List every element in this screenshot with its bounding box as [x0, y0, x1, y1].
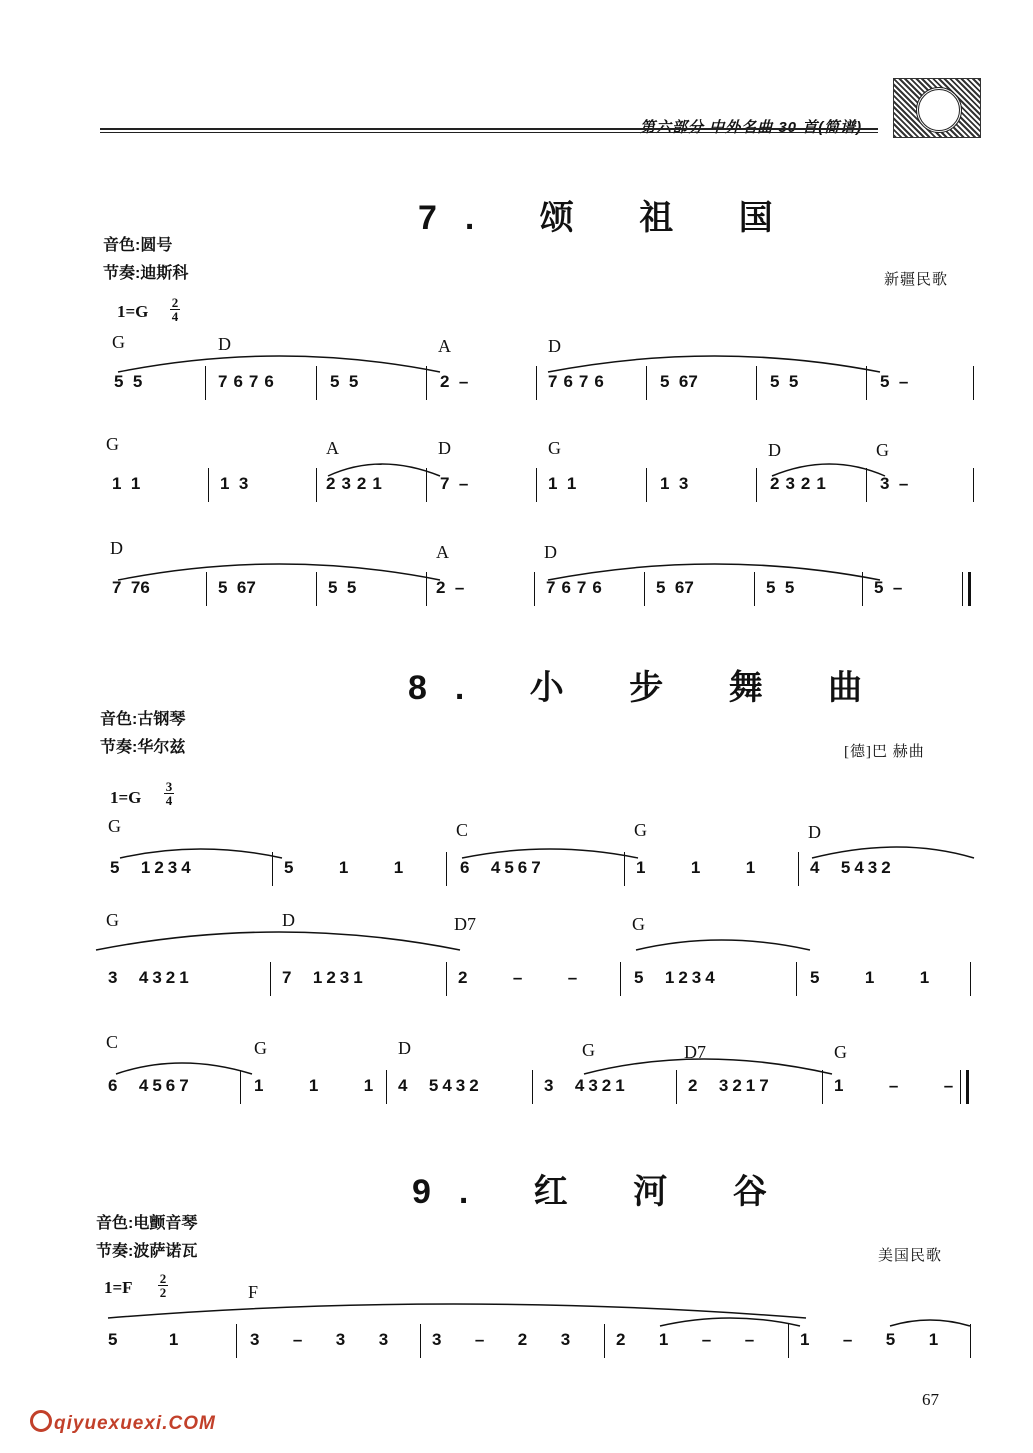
watermark-logo-icon — [30, 1410, 52, 1432]
measure-notes: 5 – — [874, 578, 903, 597]
time-top: 3 — [165, 779, 173, 794]
time-signature — [170, 296, 180, 323]
measure-notes: 3 – 3 3 — [250, 1330, 397, 1349]
measure-notes: 7676 — [546, 578, 608, 597]
bar-line — [206, 572, 207, 606]
measure-notes: 2 – — [440, 372, 469, 391]
bar-line — [624, 852, 625, 886]
measure-notes: 5 1 1 — [810, 968, 942, 987]
bar-line — [236, 1324, 237, 1358]
section-header: 第六部分 中外名曲 30 首(简谱) — [640, 119, 863, 136]
measure-notes: 2321 — [326, 474, 388, 493]
bar-line — [426, 468, 427, 502]
measure-notes: 5 5 — [770, 372, 799, 391]
song-title: 7. 颂 祖 国 — [418, 199, 801, 237]
measure-notes: 5 5 — [766, 578, 795, 597]
chord-symbol: D — [110, 538, 123, 558]
song-title: 9. 红 河 谷 — [412, 1173, 795, 1211]
measure-notes: 7 76 — [112, 578, 150, 597]
measure-notes: 2 – — [436, 578, 465, 597]
bar-line — [446, 962, 447, 996]
staff-line — [0, 814, 1033, 904]
final-bar-line — [960, 1070, 961, 1104]
bar-line — [788, 1324, 789, 1358]
chord-symbol: D7 — [684, 1042, 706, 1062]
measure-notes: 7 – — [440, 474, 469, 493]
bar-line — [646, 366, 647, 400]
chord-symbol: D — [544, 542, 557, 562]
measure-notes: 5 67 — [218, 578, 256, 597]
measure-notes: 5 1 — [108, 1330, 193, 1349]
bar-line — [532, 1070, 533, 1104]
bar-line — [420, 1324, 421, 1358]
header-rule — [100, 128, 878, 130]
bar-line — [644, 572, 645, 606]
measure-notes: 7676 — [218, 372, 280, 391]
bar-line — [756, 366, 757, 400]
chord-symbol: C — [106, 1032, 119, 1052]
measure-notes: 5 5 — [114, 372, 143, 391]
measure-notes: 6 4567 — [108, 1076, 193, 1095]
final-bar-thick — [966, 1070, 969, 1104]
chord-symbol: G — [106, 434, 119, 454]
bar-line — [973, 366, 974, 400]
chord-symbol: A — [438, 336, 451, 356]
song-credit: 美国民歌 — [878, 1248, 943, 1264]
key-signature: 1=G — [110, 788, 142, 807]
song-rhythm: 节奏:迪斯科 — [103, 265, 189, 282]
header-rule-thin — [100, 132, 878, 133]
chord-symbol: D — [282, 910, 295, 930]
bar-line — [973, 468, 974, 502]
chord-symbol: C — [456, 820, 469, 840]
measure-notes: 5 1 1 — [284, 858, 416, 877]
chord-symbol: D — [768, 440, 781, 460]
bar-line — [270, 962, 271, 996]
key-signature: 1=F — [104, 1278, 133, 1297]
measure-notes: 1 1 1 — [254, 1076, 386, 1095]
measure-notes: 2321 — [770, 474, 832, 493]
page-number: 67 — [922, 1390, 939, 1409]
chord-symbol: D — [438, 438, 451, 458]
chord-symbol: D7 — [454, 914, 476, 934]
time-bottom: 2 — [159, 1285, 167, 1300]
bar-line — [646, 468, 647, 502]
bar-line — [798, 852, 799, 886]
bar-line — [970, 962, 971, 996]
staff-line — [0, 906, 1033, 996]
song-timbre: 音色:古钢琴 — [100, 711, 186, 728]
song-rhythm: 节奏:华尔兹 — [100, 739, 186, 756]
chord-symbol: D — [398, 1038, 411, 1058]
chord-symbol: A — [326, 438, 339, 458]
bar-line — [534, 572, 535, 606]
bar-line — [796, 962, 797, 996]
key-signature: 1=G — [117, 302, 149, 321]
song-timbre: 音色:圆号 — [103, 237, 173, 254]
bar-line — [205, 366, 206, 400]
time-bottom: 4 — [165, 793, 173, 808]
chord-symbol: F — [248, 1282, 259, 1302]
watermark — [30, 1410, 216, 1435]
bar-line — [756, 468, 757, 502]
bar-line — [970, 1324, 971, 1358]
measure-notes: 5 5 — [330, 372, 359, 391]
header-ornament-icon — [893, 78, 981, 138]
bar-line — [866, 468, 867, 502]
final-bar-thick — [968, 572, 971, 606]
song-rhythm: 节奏:波萨诺瓦 — [96, 1243, 198, 1260]
chord-symbol: A — [436, 542, 449, 562]
bar-line — [426, 572, 427, 606]
bar-line — [822, 1070, 823, 1104]
bar-line — [536, 468, 537, 502]
measure-notes: 7676 — [548, 372, 610, 391]
measure-notes: 7 1231 — [282, 968, 367, 987]
staff-line — [0, 1030, 1033, 1120]
staff-line — [0, 1280, 1033, 1370]
bar-line — [272, 852, 273, 886]
bar-line — [316, 468, 317, 502]
measure-notes: 6 4567 — [460, 858, 545, 877]
bar-line — [316, 366, 317, 400]
bar-line — [866, 366, 867, 400]
chord-symbol: G — [632, 914, 645, 934]
chord-symbol: G — [876, 440, 889, 460]
chord-symbol: G — [834, 1042, 847, 1062]
measure-notes: 1 – – — [834, 1076, 966, 1095]
slur-arcs — [0, 1280, 1033, 1370]
time-signature — [164, 780, 174, 807]
bar-line — [754, 572, 755, 606]
bar-line — [536, 366, 537, 400]
song-timbre: 音色:电颤音琴 — [96, 1215, 198, 1232]
staff-line — [0, 432, 1033, 522]
measure-notes: 3 – — [880, 474, 909, 493]
measure-notes: 4 5432 — [398, 1076, 483, 1095]
measure-notes: 5 – — [880, 372, 909, 391]
measure-notes: 5 1234 — [110, 858, 195, 877]
measure-notes: 1 1 1 — [636, 858, 768, 877]
song-credit: 新疆民歌 — [884, 272, 949, 288]
staff-line — [0, 330, 1033, 420]
watermark-text: qiyuexuexi.COM — [54, 1413, 216, 1434]
chord-symbol: G — [106, 910, 119, 930]
bar-line — [620, 962, 621, 996]
measure-notes: 2 1 – – — [616, 1330, 763, 1349]
chord-symbol: D — [548, 336, 561, 356]
measure-notes: 5 5 — [328, 578, 357, 597]
measure-notes: 3 – 2 3 — [432, 1330, 579, 1349]
chord-symbol: G — [254, 1038, 267, 1058]
chord-symbol: G — [108, 816, 121, 836]
measure-notes: 3 4321 — [544, 1076, 629, 1095]
measure-notes: 1 3 — [660, 474, 689, 493]
bar-line — [426, 366, 427, 400]
time-bottom: 4 — [171, 309, 179, 324]
bar-line — [604, 1324, 605, 1358]
measure-notes: 1 1 — [112, 474, 141, 493]
time-top: 2 — [159, 1271, 167, 1286]
bar-line — [676, 1070, 677, 1104]
measure-notes: 2 3217 — [688, 1076, 773, 1095]
time-top: 2 — [171, 295, 179, 310]
chord-symbol: G — [634, 820, 647, 840]
chord-symbol: D — [218, 334, 231, 354]
measure-notes: 5 1234 — [634, 968, 719, 987]
bar-line — [316, 572, 317, 606]
song-title: 8. 小 步 舞 曲 — [408, 669, 891, 707]
measure-notes: 4 5432 — [810, 858, 895, 877]
final-bar-line — [962, 572, 963, 606]
measure-notes: 2 – – — [458, 968, 590, 987]
chord-symbol: G — [548, 438, 561, 458]
song-credit: [德]巴 赫曲 — [844, 744, 925, 760]
measure-notes: 3 4321 — [108, 968, 193, 987]
measure-notes: 1 – 5 1 — [800, 1330, 947, 1349]
slur-arcs — [0, 330, 1033, 420]
measure-notes: 1 3 — [220, 474, 249, 493]
chord-symbol: G — [112, 332, 125, 352]
measure-notes: 1 1 — [548, 474, 577, 493]
measure-notes: 5 67 — [656, 578, 694, 597]
bar-line — [862, 572, 863, 606]
bar-line — [240, 1070, 241, 1104]
chord-symbol: D — [808, 822, 821, 842]
slur-arcs — [0, 1030, 1033, 1120]
bar-line — [386, 1070, 387, 1104]
staff-line — [0, 536, 1033, 626]
chord-symbol: G — [582, 1040, 595, 1060]
measure-notes: 5 67 — [660, 372, 698, 391]
bar-line — [446, 852, 447, 886]
bar-line — [208, 468, 209, 502]
